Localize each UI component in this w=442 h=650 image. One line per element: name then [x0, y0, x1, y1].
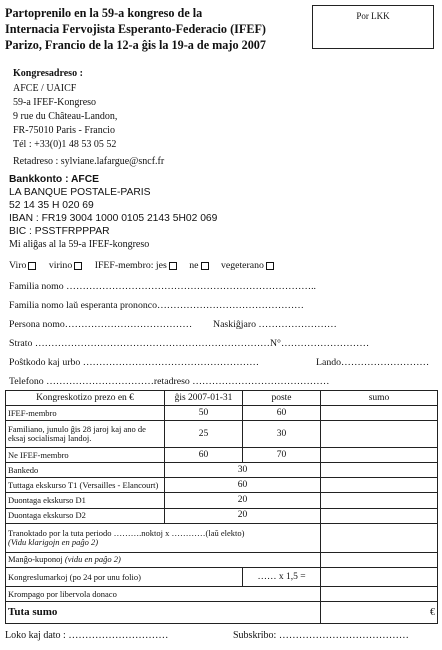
price-later: 60: [243, 406, 321, 421]
booklet-calc: …… x 1,5 =: [243, 567, 321, 586]
title-line-2: Internacia Fervojista Esperanto-Federacio (IFEF): [5, 22, 266, 36]
price-later: 70: [243, 448, 321, 463]
food-row: [6, 552, 321, 567]
total-sum-cell[interactable]: [321, 602, 438, 624]
row-label: Duontaga ekskurso D1: [6, 493, 165, 508]
food-note: (vidu en paĝo 2): [64, 554, 121, 565]
signature-field[interactable]: Subskribo: …………………………………: [233, 630, 409, 641]
sum-cell[interactable]: [321, 587, 438, 602]
address-line-5: Tél : +33(0)1 48 53 05 52: [13, 139, 117, 150]
food-label: Manĝo-kuponoj: [8, 554, 63, 565]
viro-label: Viro: [9, 260, 27, 271]
price: 20: [165, 508, 321, 523]
sum-cell[interactable]: [321, 508, 438, 523]
header-sum: sumo: [321, 391, 438, 406]
price-early: 25: [165, 421, 243, 448]
sum-cell[interactable]: [321, 478, 438, 493]
header-early: ĝis 2007-01-31: [165, 391, 243, 406]
member-yes-checkbox[interactable]: [169, 262, 177, 270]
title-line-1: Partoprenilo en la 59-a kongreso de la: [5, 6, 203, 20]
bank-name: LA BANQUE POSTALE-PARIS: [9, 187, 151, 198]
address-line-3: 9 rue du Château-Landon,: [13, 111, 118, 122]
address-line-2: 59-a IFEF-Kongreso: [13, 97, 97, 108]
postcode-city-field[interactable]: Poŝtkodo kaj urbo ………………………………………………: [9, 357, 260, 368]
booklet-label: Kongreslumarkoj (po 24 por unu folio): [6, 567, 243, 586]
virino-label: virino: [48, 260, 73, 271]
lodging-label: Tranoktado por la tuta periodo ……….noktoj x …………(laŭ elekto): [8, 527, 245, 538]
price: 60: [165, 478, 321, 493]
office-use-label: Por LKK: [356, 11, 390, 21]
given-name-field[interactable]: Persona nomo…………………………………: [9, 319, 193, 330]
options-row: [9, 260, 284, 271]
street-field[interactable]: Strato ………………………………………………………………N°………………………: [9, 338, 370, 349]
total-label: Tuta sumo: [6, 602, 321, 624]
ne-label: ne: [189, 260, 199, 271]
member-no-checkbox[interactable]: [201, 262, 209, 270]
address-line-4: FR-75010 Paris - Francio: [13, 125, 115, 136]
price-later: 30: [243, 421, 321, 448]
vegetarian-checkbox[interactable]: [266, 262, 274, 270]
sum-cell[interactable]: [321, 463, 438, 478]
member-label: IFEF-membro: jes: [94, 260, 167, 271]
price: 30: [165, 463, 321, 478]
header-fee: Kongreskotizo prezo en €: [6, 391, 165, 406]
bank-heading: Bankkonto : AFCE: [9, 174, 100, 185]
sum-cell[interactable]: [321, 448, 438, 463]
row-label: Tuttaga ekskurso T1 (Versailles - Elancourt): [6, 478, 165, 493]
place-date-field[interactable]: Loko kaj dato : …………………………: [5, 630, 169, 641]
row-label: Duontaga ekskurso D2: [6, 508, 165, 523]
sum-cell[interactable]: [321, 406, 438, 421]
vegetarian-label: vegeterano: [220, 260, 264, 271]
price: 20: [165, 493, 321, 508]
address-line-1: AFCE / UAICF: [13, 83, 77, 94]
bank-account: 52 14 35 H 020 69: [9, 200, 94, 211]
row-label: IFEF-membro: [6, 406, 165, 421]
donation-label: Krompago por libervola donaco: [6, 587, 321, 602]
email-line: Retadreso : sylviane.lafargue@sncf.fr: [13, 156, 165, 167]
virino-checkbox[interactable]: [74, 262, 82, 270]
sum-cell[interactable]: [321, 421, 438, 448]
price-early: 60: [165, 448, 243, 463]
viro-checkbox[interactable]: [28, 262, 36, 270]
sum-cell[interactable]: [321, 493, 438, 508]
sum-cell[interactable]: [321, 523, 438, 552]
office-use-box: [312, 5, 434, 49]
country-field[interactable]: Lando………………………: [316, 357, 430, 368]
sum-cell[interactable]: [321, 567, 438, 586]
birth-year-field[interactable]: Naskiĝjaro ……………………: [213, 319, 337, 330]
address-heading: Kongresadreso :: [13, 68, 83, 79]
bank-bic: BIC : PSSTFRPPPAR: [9, 226, 110, 237]
row-label: Familiano, junulo ĝis 28 jaroj kaj ano de eksaj socialismaj landoj.: [6, 421, 165, 448]
title-line-3: Parizo, Francio de la 12-a ĝis la 19-a de majo 2007: [5, 38, 266, 52]
row-label: Bankedo: [6, 463, 165, 478]
registration-note: Mi aliĝas al la 59-a IFEF-kongreso: [9, 239, 150, 250]
lodging-row: [6, 523, 321, 552]
row-label: Ne IFEF-membro: [6, 448, 165, 463]
sum-cell[interactable]: [321, 552, 438, 567]
fee-table: [5, 390, 438, 624]
euro-symbol: €: [430, 607, 435, 619]
bank-iban: IBAN : FR19 3004 1000 0105 2143 5H02 069: [9, 213, 218, 224]
family-name-field[interactable]: Familia nomo …………………………………………………………………..: [9, 281, 316, 292]
phone-email-field[interactable]: Telefono ……………………………retadreso ……………………………………: [9, 376, 330, 387]
family-name-esperanto-field[interactable]: Familia nomo laŭ esperanta prononco………………………………………: [9, 300, 304, 311]
lodging-note: (Vidu klarigojn en paĝo 2): [8, 536, 99, 547]
header-later: poste: [243, 391, 321, 406]
price-early: 50: [165, 406, 243, 421]
